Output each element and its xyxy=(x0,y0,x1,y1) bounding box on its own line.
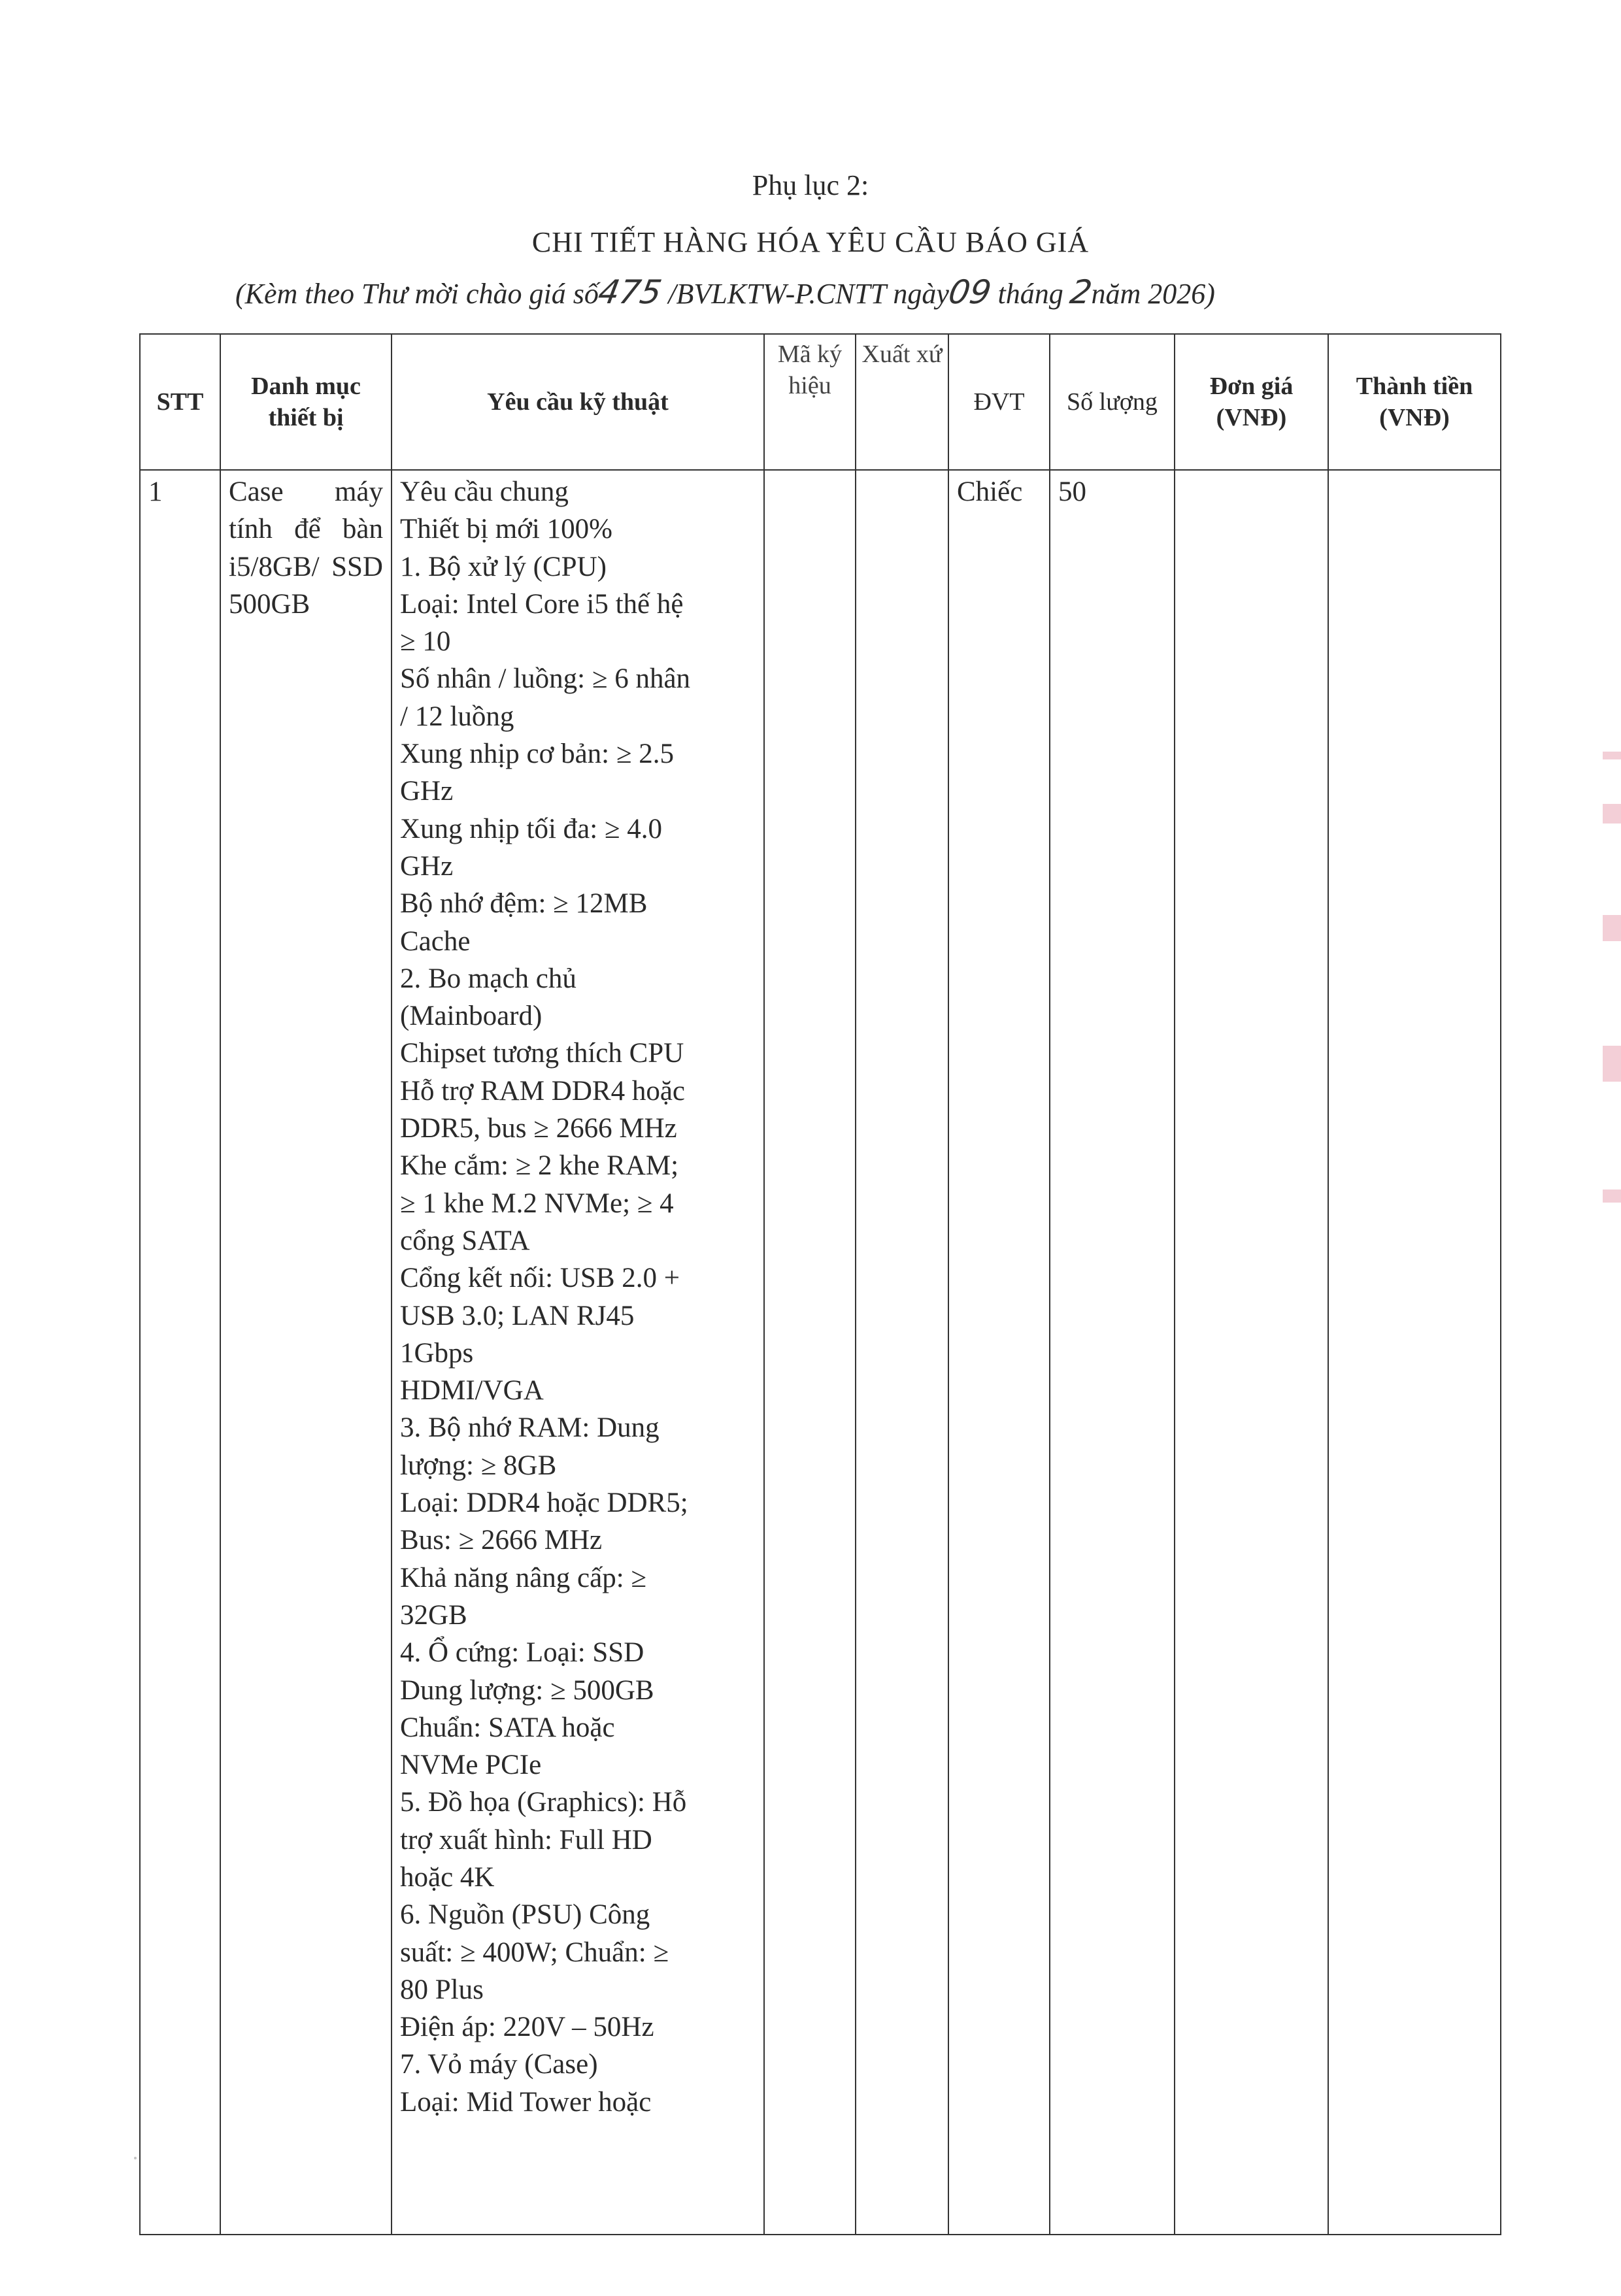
spec-line: trợ xuất hình: Full HD xyxy=(400,1824,652,1855)
spec-line: Dung lượng: ≥ 500GB xyxy=(400,1674,654,1706)
spec-line: 1. Bộ xử lý (CPU) xyxy=(400,551,607,582)
spec-line: Yêu cầu chung xyxy=(400,476,569,507)
spec-line: USB 3.0; LAN RJ45 xyxy=(400,1300,635,1331)
spec-line: 3. Bộ nhớ RAM: Dung xyxy=(400,1412,660,1444)
spec-line: 2. Bo mạch chủ xyxy=(400,963,577,994)
spec-line: 5. Đồ họa (Graphics): Hỗ xyxy=(400,1787,687,1818)
spec-line: DDR5, bus ≥ 2666 MHz xyxy=(400,1113,677,1144)
spec-line: Loại: DDR4 hoặc DDR5; xyxy=(400,1488,688,1519)
spec-line: Cổng kết nối: USB 2.0 + xyxy=(400,1263,680,1294)
cell-origin xyxy=(856,470,948,2235)
cell-total xyxy=(1328,470,1501,2235)
spec-line: Bộ nhớ đệm: ≥ 12MB xyxy=(400,888,648,920)
spec-line: Chuẩn: SATA hoặc xyxy=(400,1712,615,1743)
subtitle-text: /BVLKTW-P.CNTT ngày xyxy=(668,278,949,310)
document-title: CHI TIẾT HÀNG HÓA YÊU CẦU BÁO GIÁ xyxy=(531,226,1090,258)
spec-line: GHz xyxy=(400,850,454,882)
quotation-table xyxy=(139,333,1501,2235)
spec-line: 32GB xyxy=(400,1599,467,1631)
spec-line: Loại: Intel Core i5 thế hệ xyxy=(400,588,684,620)
margin-stamp-mark xyxy=(1603,752,1621,759)
column-header: Xuất xứ xyxy=(856,334,948,470)
handwritten-month: 2 xyxy=(1067,273,1095,311)
spec-line: NVMe PCIe xyxy=(400,1750,542,1781)
column-header: ĐVT xyxy=(948,334,1050,470)
cell-unit-price xyxy=(1175,470,1328,2235)
table-row xyxy=(140,470,1501,2235)
handwritten-letter-number: 475 xyxy=(595,273,665,311)
spec-line: hoặc 4K xyxy=(400,1861,495,1893)
spec-line: Chipset tương thích CPU xyxy=(400,1038,684,1069)
cell-code xyxy=(764,470,856,2235)
cell-unit: Chiếc xyxy=(948,470,1050,2235)
spec-line: (Mainboard) xyxy=(400,1001,543,1032)
spec-line: Điện áp: 220V – 50Hz xyxy=(400,2012,654,2043)
column-header: Số lượng xyxy=(1050,334,1175,470)
spec-line: lượng: ≥ 8GB xyxy=(400,1450,557,1481)
column-header: Danh mục thiết bị xyxy=(220,334,392,470)
margin-stamp-mark xyxy=(1603,804,1621,824)
subtitle-text: tháng xyxy=(997,278,1063,310)
document-subtitle xyxy=(235,273,1215,311)
margin-stamp-mark xyxy=(1603,1046,1621,1082)
spec-line: 6. Nguồn (PSU) Công xyxy=(400,1899,650,1931)
subtitle-text: (Kèm theo Thư mời chào giá số xyxy=(235,278,599,310)
cell-quantity: 50 xyxy=(1050,470,1175,2235)
spec-line: Loại: Mid Tower hoặc xyxy=(400,2086,652,2118)
column-header: Thành tiền (VNĐ) xyxy=(1328,334,1501,470)
spec-line: Bus: ≥ 2666 MHz xyxy=(400,1525,603,1556)
spec-line: 1Gbps xyxy=(400,1337,474,1369)
cell-stt: 1 xyxy=(140,470,220,2235)
appendix-title: Phụ lục 2: xyxy=(752,169,869,201)
spec-line: Xung nhịp tối đa: ≥ 4.0 xyxy=(400,813,663,844)
spec-line: GHz xyxy=(400,776,454,807)
margin-stamp-mark xyxy=(1603,1190,1621,1203)
column-header: Mã ký hiệu xyxy=(764,334,856,470)
spec-line: ≥ 1 khe M.2 NVMe; ≥ 4 xyxy=(400,1188,674,1219)
spec-line: ≥ 10 xyxy=(400,626,451,657)
spec-line: / 12 luồng xyxy=(400,701,514,732)
spec-line: cổng SATA xyxy=(400,1225,530,1256)
spec-line: Xung nhịp cơ bản: ≥ 2.5 xyxy=(400,739,674,770)
spec-line: 7. Vỏ máy (Case) xyxy=(400,2049,598,2080)
table-header-row xyxy=(140,334,1501,470)
spec-line: Thiết bị mới 100% xyxy=(400,514,612,545)
spec-line: 4. Ổ cứng: Loại: SSD xyxy=(400,1637,644,1669)
spec-line: Số nhân / luồng: ≥ 6 nhân xyxy=(400,663,691,695)
column-header: STT xyxy=(140,334,220,470)
spec-line: suất: ≥ 400W; Chuẩn: ≥ xyxy=(400,1937,669,1968)
spec-line: Hỗ trợ RAM DDR4 hoặc xyxy=(400,1075,685,1106)
spec-line: Cache xyxy=(400,925,471,957)
handwritten-day: 09 xyxy=(945,273,994,311)
column-header: Đơn giá (VNĐ) xyxy=(1175,334,1328,470)
spec-line: Khe cắm: ≥ 2 khe RAM; xyxy=(400,1150,679,1182)
spec-line: HDMI/VGA xyxy=(400,1375,544,1406)
spec-line: 80 Plus xyxy=(400,1974,484,2005)
spec-line: Khả năng nâng cấp: ≥ xyxy=(400,1562,647,1593)
column-header: Yêu cầu kỹ thuật xyxy=(392,334,764,470)
cell-item-name: Case máy tính để bàn i5/8GB/ SSD 500GB xyxy=(220,470,392,2235)
margin-stamp-mark xyxy=(1603,915,1621,941)
scan-speck xyxy=(134,2157,137,2159)
cell-spec xyxy=(392,470,764,2235)
subtitle-text: năm 2026) xyxy=(1091,278,1215,310)
